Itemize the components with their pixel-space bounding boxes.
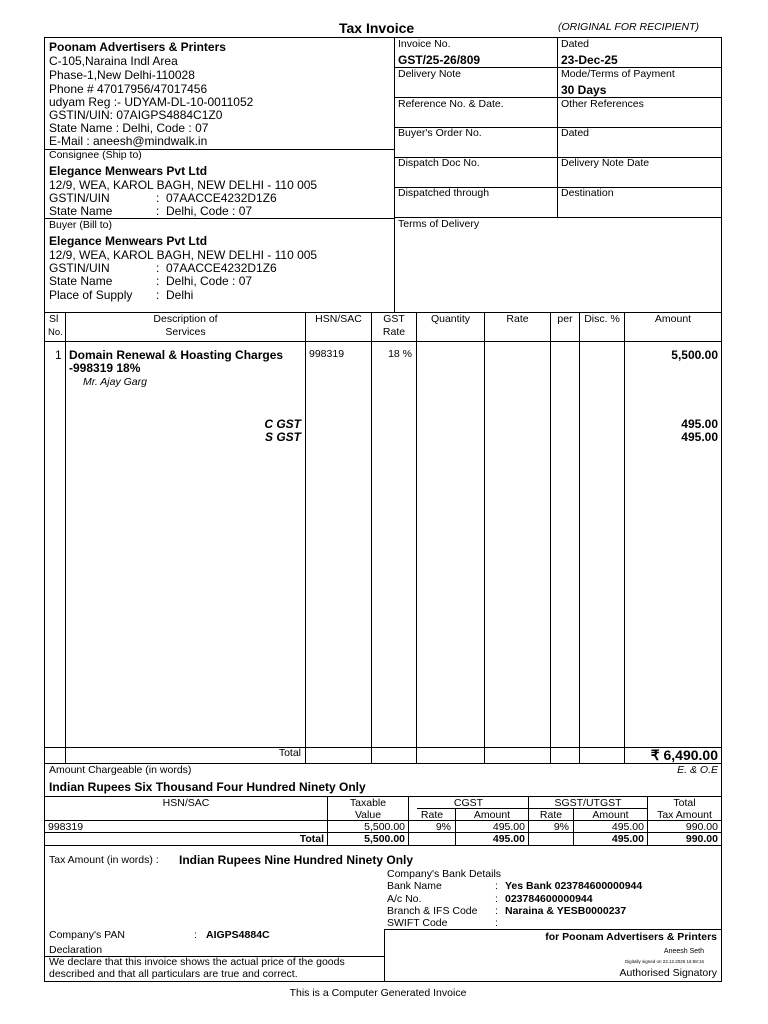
tax-col-sgst-rate: Rate [539,809,563,821]
tax-col-total-2: Tax Amount [657,809,712,821]
footer-note: This is a Computer Generated Invoice [289,987,467,999]
dated-label: Dated [561,38,590,50]
eoe-label: E. & O.E [677,764,718,776]
reference-label: Reference No. & Date. [398,98,504,110]
delivery-note-date-label: Delivery Note Date [561,157,650,169]
swift-label: SWIFT Code [387,917,448,929]
tax-col-cgst-rate: Rate [420,809,444,821]
tax-amount-sgst: 495.00 [681,430,718,444]
buyer-label: Buyer (Bill to) [49,219,113,231]
consignee-gstin: 07AACCE4232D1Z6 [166,191,277,205]
declaration-line-1: We declare that this invoice shows the actual price of the goods [49,956,345,968]
tax-col-cgst-amount: Amount [473,809,511,821]
item-desc: Domain Renewal & Hoasting Charges [69,348,284,362]
tax-label-sgst: S GST [264,430,301,444]
total-label: Total [278,747,301,759]
invoice-no-label: Invoice No. [398,38,451,50]
tax-col-taxable-2: Value [354,809,382,821]
col-rate: Rate [506,313,529,325]
tax-col-hsn: HSN/SAC [162,797,210,809]
colon: : [156,274,160,288]
colon: : [156,288,160,302]
tax-total-sgst: 495.00 [611,833,644,845]
branch-ifsc: Naraina & YESB0000237 [505,905,627,917]
digital-signature-note: Digitally signed on 23.12.2025 16:58:16 [624,959,704,964]
item-gst: 18 % [388,348,412,360]
col-per: per [557,313,573,325]
colon: : [495,917,498,929]
col-qty: Quantity [430,313,471,325]
tax-words: Indian Rupees Nine Hundred Ninety Only [179,853,414,867]
buyer-state: Delhi, Code : 07 [166,274,253,288]
tax-total-label: Total [299,833,324,845]
divider [384,929,722,930]
invoice-no: GST/25-26/809 [398,53,481,67]
buyers-order-label: Buyer's Order No. [398,127,482,139]
item-amount: 5,500.00 [671,348,718,362]
bank-name-label: Bank Name [387,880,442,892]
item-note: Mr. Ajay Garg [83,376,147,388]
divider [371,312,372,763]
tax-col-cgst: CGST [453,797,484,809]
amount-words-label: Amount Chargeable (in words) [49,764,192,776]
buyer-gstin: 07AACCE4232D1Z6 [166,261,277,275]
colon: : [495,905,498,917]
divider [579,312,580,763]
dispatch-doc-label: Dispatch Doc No. [398,157,480,169]
divider [394,37,395,312]
grand-total: ₹ 6,490.00 [650,747,718,763]
divider [44,845,722,846]
bank-details-title: Company's Bank Details [387,868,502,880]
divider [416,312,417,763]
item-desc-2: -998319 18% [69,361,141,375]
terms-of-delivery-label: Terms of Delivery [398,218,480,230]
col-gst: GST [383,313,405,325]
signature-for: for Poonam Advertisers & Printers [545,931,717,943]
col-sl: Sl [49,313,59,325]
bank-name: Yes Bank 023784600000944 [505,880,643,892]
tax-words-label: Tax Amount (in words) : [49,854,159,866]
amount-words: Indian Rupees Six Thousand Four Hundred Ninety Only [49,780,366,794]
buyer-name: Elegance Menwears Pvt Ltd [49,234,208,248]
col-desc: Description of [153,313,218,325]
divider [624,312,625,763]
col-hsn: HSN/SAC [315,313,362,325]
tax-label-cgst: C GST [264,417,301,431]
tax-col-sgst-amount: Amount [592,809,629,821]
declaration-line-2: described and that all particulars are true and correct. [49,968,298,980]
col-desc-2: Services [165,326,206,338]
seller-line: State Name : Delhi, Code : 07 [49,121,209,135]
branch-label: Branch & IFS Code [387,905,478,917]
dispatched-through-label: Dispatched through [398,187,490,199]
pan-value: AIGPS4884C [206,929,270,941]
payment-terms: 30 Days [561,83,607,97]
copy-label: (ORIGINAL FOR RECIPIENT) [558,21,699,33]
consignee-address: 12/9, WEA, KAROL BAGH, NEW DELHI - 110 005 [49,178,318,192]
colon: : [156,191,160,205]
tax-row-total: 990.00 [685,821,718,833]
frame-bottom [44,981,722,982]
tax-row-sgst-amount: 495.00 [611,821,644,833]
tax-row-hsn: 998319 [48,821,84,833]
consignee-name: Elegance Menwears Pvt Ltd [49,164,208,178]
colon: : [495,893,498,905]
invoice-date: 23-Dec-25 [561,53,618,67]
consignee-state-label: State Name [49,204,113,218]
divider [44,341,722,342]
buyer-state-label: State Name [49,274,113,288]
seller-name: Poonam Advertisers & Printers [49,40,226,54]
divider [65,312,66,763]
order-dated-label: Dated [561,127,590,139]
colon: : [495,880,498,892]
item-hsn: 998319 [309,348,345,360]
consignee-label: Consignee (Ship to) [49,149,142,161]
account-number: 023784600000944 [505,893,593,905]
col-gst-2: Rate [382,326,406,338]
payment-terms-label: Mode/Terms of Payment [561,68,675,80]
tax-row-cgst-amount: 495.00 [492,821,525,833]
seller-line: Phone # 47017956/47017456 [49,82,208,96]
place-of-supply: Delhi [166,288,194,302]
colon: : [156,261,160,275]
tax-total-total: 990.00 [685,833,718,845]
tax-row-sgst-rate: 9% [553,821,569,833]
tax-col-total: Total [673,797,696,809]
tax-total-taxable: 5,500.00 [364,833,405,845]
divider [305,312,306,763]
frame-top [44,37,722,38]
declaration-title: Declaration [49,944,103,956]
page-title: Tax Invoice [339,20,415,36]
colon: : [194,929,197,941]
seller-line: udyam Reg :- UDYAM-DL-10-0011052 [49,95,254,109]
col-amount: Amount [654,313,692,325]
tax-total-cgst: 495.00 [492,833,525,845]
consignee-gstin-label: GSTIN/UIN [49,191,110,205]
tax-col-sgst: SGST/UTGST [554,797,622,809]
divider [484,312,485,763]
divider [550,312,551,763]
consignee-state: Delhi, Code : 07 [166,204,253,218]
seller-line: C-105,Naraina Indl Area [49,54,178,68]
col-disc: Disc. % [584,313,620,325]
frame-left [44,37,45,982]
colon: : [156,204,160,218]
tax-amount-cgst: 495.00 [681,417,718,431]
tax-row-taxable: 5,500.00 [364,821,405,833]
place-of-supply-label: Place of Supply [49,288,133,302]
col-no: No. [48,327,63,338]
signer-name: Aneesh Seth [663,948,704,955]
buyer-gstin-label: GSTIN/UIN [49,261,110,275]
divider [384,929,385,981]
destination-label: Destination [561,187,614,199]
other-references-label: Other References [561,98,644,110]
account-label: A/c No. [387,893,422,905]
item-sl: 1 [55,348,62,362]
divider [44,747,722,748]
seller-line: GSTIN/UIN: 07AIGPS4884C1Z0 [49,108,223,122]
delivery-note-label: Delivery Note [398,68,462,80]
tax-col-taxable: Taxable [349,797,387,809]
seller-line: Phase-1,New Delhi-110028 [49,68,195,82]
frame-right [721,37,722,982]
tax-row-cgst-rate: 9% [435,821,451,833]
pan-label: Company's PAN [49,929,125,941]
authorised-signatory: Authorised Signatory [619,967,717,979]
seller-email: E-Mail : aneesh@mindwalk.in [49,134,208,148]
buyer-address: 12/9, WEA, KAROL BAGH, NEW DELHI - 110 005 [49,248,318,262]
